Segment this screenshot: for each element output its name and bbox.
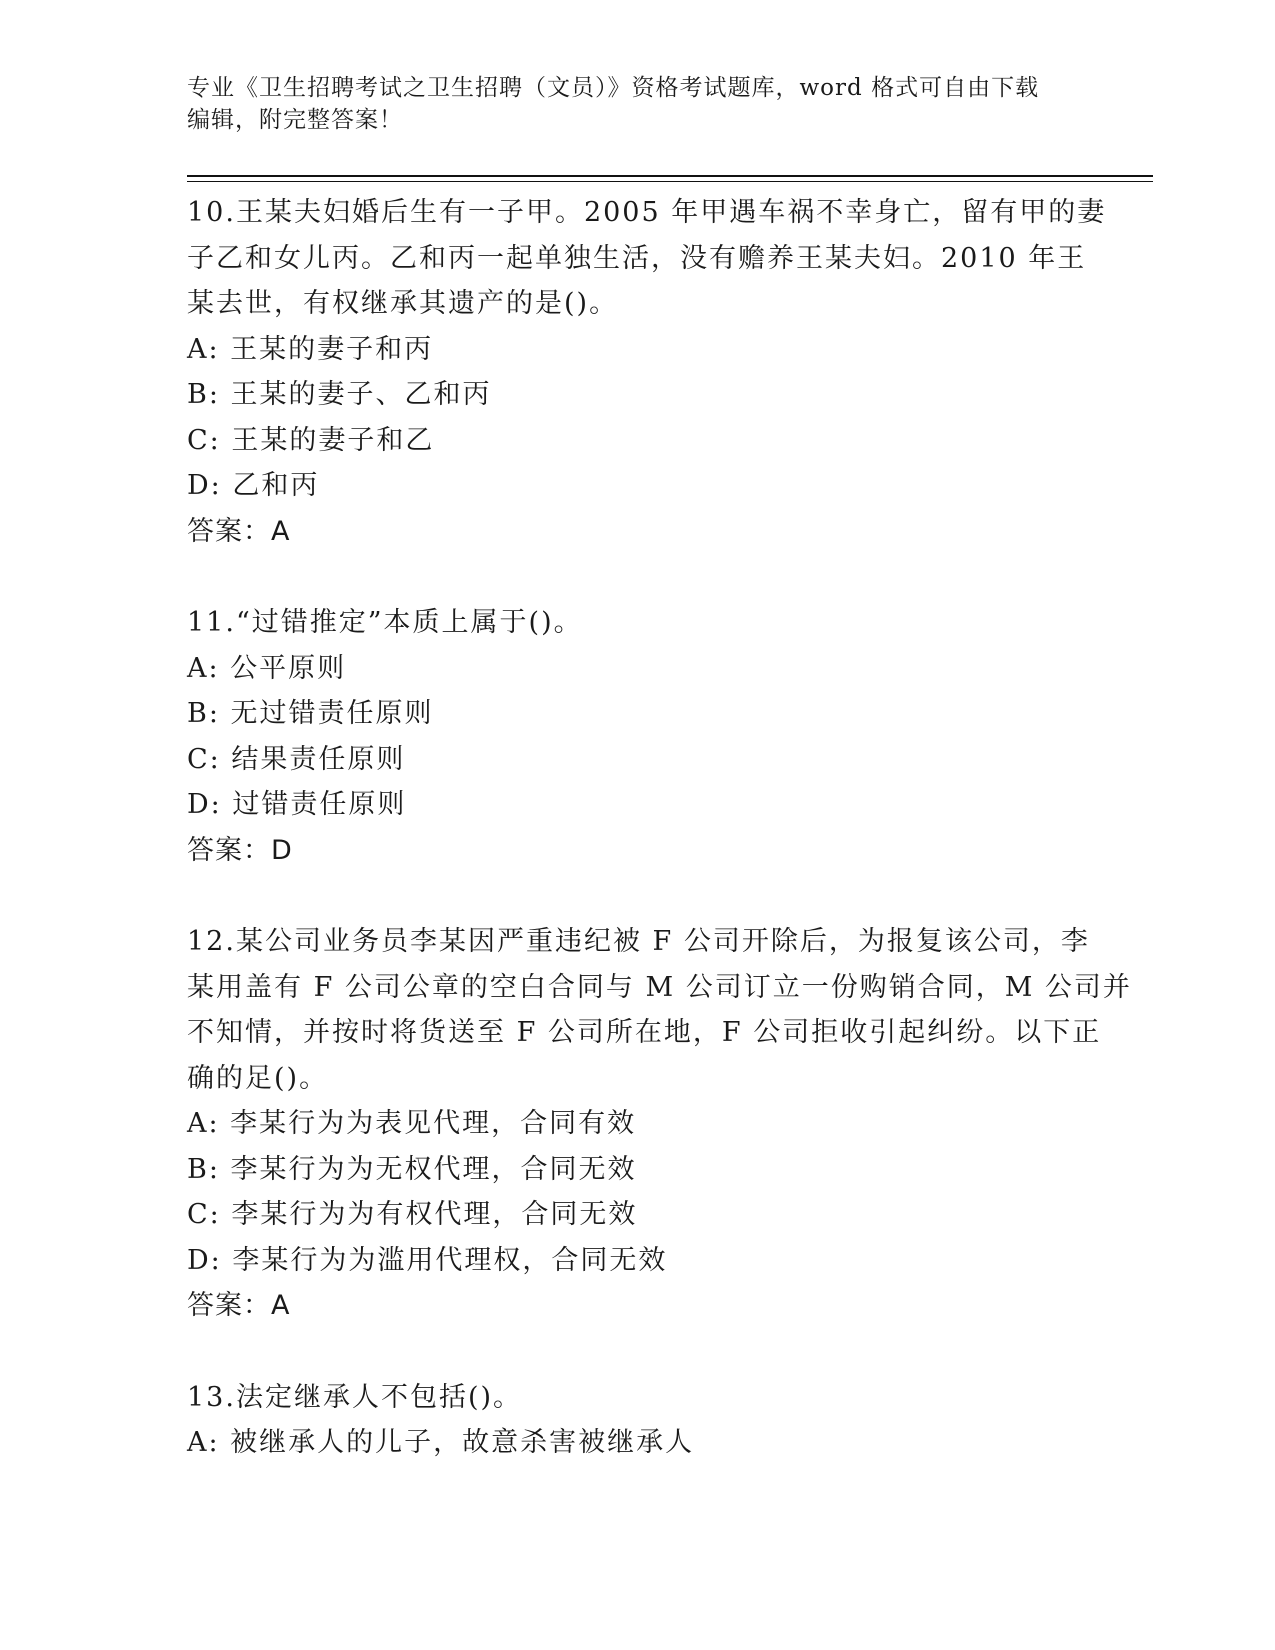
- question-10: [187, 190, 1107, 554]
- question-stem-line: 确的足()。: [187, 1062, 329, 1094]
- option-d: D: 李某行为为滥用代理权，合同无效: [187, 1244, 668, 1276]
- answer-line: 答案：D: [187, 834, 293, 866]
- question-stem-line: 13.法定继承人不包括()。: [187, 1381, 523, 1413]
- option-a: A: 李某行为为表见代理，合同有效: [187, 1108, 637, 1139]
- question-list: [187, 190, 1132, 1512]
- option-d: D: 过错责任原则: [187, 789, 407, 820]
- option-c: C: 李某行为为有权代理，合同无效: [187, 1199, 638, 1230]
- question-stem-line: 12.某公司业务员李某因严重违纪被 F 公司开除后，为报复该公司，李: [187, 926, 1090, 957]
- question-stem-line: 某去世，有权继承其遗产的是()。: [187, 288, 619, 319]
- question-stem-line: 不知情，并按时将货送至 F 公司所在地，F 公司拒收引起纠纷。以下正: [187, 1017, 1102, 1048]
- question-13: [187, 1375, 1087, 1466]
- option-d: D: 乙和丙: [187, 470, 320, 501]
- option-a: A: 王某的妻子和丙: [187, 333, 434, 365]
- question-stem-line: 10.王某夫妇婚后生有一子甲。2005 年甲遇车祸不幸身亡，留有甲的妻: [187, 197, 1107, 228]
- header-line-2: 编辑，附完整答案！: [187, 107, 403, 133]
- question-stem-line: 11.“过错推定”本质上属于()。: [187, 607, 583, 638]
- header-divider-thick: [187, 175, 1153, 177]
- document-header: [187, 72, 1087, 136]
- question-11: [187, 600, 1087, 873]
- option-b: B: 王某的妻子、乙和丙: [187, 379, 492, 410]
- header-divider-thin: [187, 181, 1153, 182]
- option-c: C: 王某的妻子和乙: [187, 424, 435, 456]
- answer-line: 答案：A: [187, 1290, 291, 1321]
- question-stem-line: 子乙和女儿丙。乙和丙一起单独生活，没有赡养王某夫妇。2010 年王: [187, 242, 1087, 274]
- answer-line: 答案：A: [187, 515, 291, 547]
- header-line-1: 专业《卫生招聘考试之卫生招聘（文员）》资格考试题库，word 格式可自由下载: [187, 75, 1040, 101]
- option-b: B: 李某行为为无权代理，合同无效: [187, 1153, 637, 1185]
- option-b: B: 无过错责任原则: [187, 698, 434, 729]
- option-a: A: 被继承人的儿子，故意杀害被继承人: [187, 1427, 695, 1458]
- question-stem-line: 某用盖有 F 公司公章的空白合同与 M 公司订立一份购销合同，M 公司并: [187, 971, 1132, 1003]
- option-a: A: 公平原则: [187, 652, 347, 684]
- option-c: C: 结果责任原则: [187, 743, 406, 775]
- question-12: [187, 919, 1132, 1329]
